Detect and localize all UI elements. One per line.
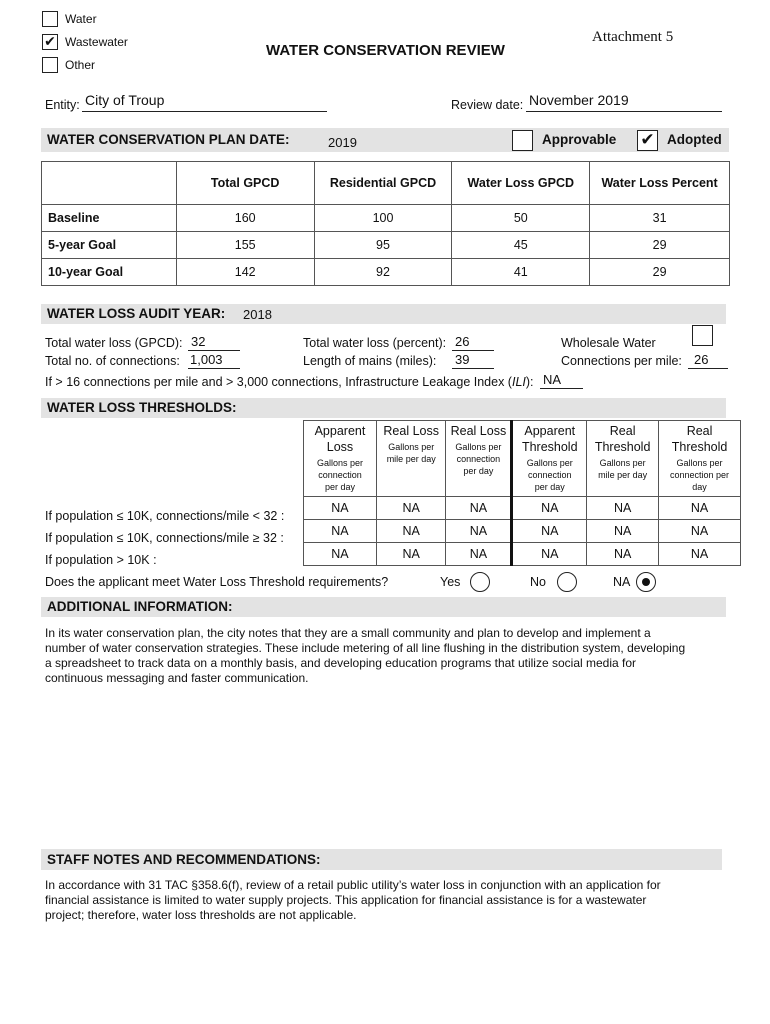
ili-label-pre: If > 16 connections per mile and > 3,000 connections, Infrastructure Leakage Index ( [45,375,512,389]
threshold-row-label: If population ≤ 10K, connections/mile ≥ 32 : [45,531,284,545]
table-cell[interactable]: 29 [590,232,730,259]
additional-info-text [45,626,685,686]
text-line: project; therefore, water loss thresholds are not applicable. [45,908,357,922]
gpcd-header-row [42,162,730,205]
review-date-value: November 2019 [529,92,629,108]
table-row [304,520,741,543]
connections-field[interactable] [188,353,240,369]
table-cell[interactable]: 31 [590,205,730,232]
col-title: Real Loss [383,424,439,438]
radio-dot-icon [642,578,650,586]
text-line: continuous messaging and faster communication. [45,671,309,685]
staff-notes-bar [41,849,722,870]
attachment-label: Attachment 5 [592,29,674,45]
additional-info-label: ADDITIONAL INFORMATION: [47,599,233,614]
gpcd-header-cell: Total GPCD [176,162,314,205]
text-line: number of water conservation strategies. These include metering of all line flushing in the distribution system, developing [45,641,686,655]
col-subtitle: Gallons per mile per day [386,442,436,464]
col-title: Real Threshold [671,424,728,454]
table-row [42,232,730,259]
other-checkbox[interactable] [42,57,58,73]
plan-date-label: WATER CONSERVATION PLAN DATE: [47,132,290,147]
row-label: Baseline [42,205,177,232]
ili-value: NA [543,372,562,387]
table-cell[interactable]: NA [304,520,377,543]
total-loss-pct-label: Total water loss (percent): [303,336,447,350]
gpcd-header-cell: Water Loss Percent [590,162,730,205]
table-cell[interactable]: NA [659,497,741,520]
table-cell[interactable]: NA [512,497,587,520]
total-loss-pct-value: 26 [455,334,470,349]
threshold-col-header [587,421,659,497]
conn-per-mile-value: 26 [694,352,709,367]
adopted-checkbox[interactable] [637,130,658,151]
wholesale-label: Wholesale Water [561,336,656,350]
thresholds-bar [41,398,726,418]
table-cell[interactable]: 29 [590,259,730,286]
table-cell[interactable]: 100 [314,205,452,232]
mains-value: 39 [455,352,470,367]
connections-label: Total no. of connections: [45,354,180,368]
na-label: NA [613,575,631,589]
col-subtitle: Gallons per mile per day [598,458,648,480]
table-cell[interactable]: 95 [314,232,452,259]
staff-notes-text [45,878,661,923]
audit-year-value: 2018 [243,307,272,322]
staff-notes-label: STAFF NOTES AND RECOMMENDATIONS: [47,852,321,867]
threshold-row-label: If population > 10K : [45,553,157,567]
conn-per-mile-field[interactable] [688,353,728,369]
table-row [42,259,730,286]
review-date-field[interactable] [526,91,722,112]
text-line: a spreadsheet to track data on a monthly basis, and developing education programs that utilize social media for [45,656,637,670]
table-cell[interactable]: NA [659,543,741,566]
col-subtitle: Gallons per connection per day [455,442,502,476]
threshold-question: Does the applicant meet Water Loss Threshold requirements? [45,575,389,589]
mains-field[interactable] [452,353,494,369]
entity-label: Entity: [45,98,80,112]
table-cell[interactable]: NA [512,520,587,543]
table-cell[interactable]: NA [587,520,659,543]
row-label: 5-year Goal [42,232,177,259]
text-line: In accordance with 31 TAC §358.6(f), review of a retail public utility’s water loss in conjunction with an application for [45,878,661,892]
table-cell[interactable]: NA [446,497,512,520]
table-cell[interactable]: NA [659,520,741,543]
table-row [304,543,741,566]
wastewater-label: Wastewater [65,35,128,49]
adopted-label: Adopted [667,132,722,147]
threshold-col-header [512,421,587,497]
audit-year-label: WATER LOSS AUDIT YEAR: [47,306,226,321]
total-loss-gpcd-field[interactable] [188,335,240,351]
wholesale-checkbox[interactable] [692,325,713,346]
gpcd-header-cell: Water Loss GPCD [452,162,590,205]
water-label: Water [65,12,97,26]
col-subtitle: Gallons per connection per day [316,458,363,492]
text-line: In its water conservation plan, the city notes that they are a small community and plan to develop and implement a [45,626,651,640]
table-cell[interactable]: 160 [176,205,314,232]
table-cell[interactable]: 92 [314,259,452,286]
mains-label: Length of mains (miles): [303,354,437,368]
table-cell[interactable]: 41 [452,259,590,286]
review-date-label: Review date: [451,98,524,112]
total-loss-pct-field[interactable] [452,335,494,351]
approvable-checkbox[interactable] [512,130,533,151]
gpcd-header-cell [42,162,177,205]
other-label: Other [65,58,96,72]
threshold-col-header [446,421,512,497]
table-cell[interactable]: NA [587,543,659,566]
threshold-col-header [304,421,377,497]
checkmark-icon: ✔ [640,130,655,150]
approvable-label: Approvable [542,132,617,147]
yes-label: Yes [440,575,461,589]
gpcd-table [41,161,730,286]
table-cell[interactable]: NA [304,543,377,566]
row-label: 10-year Goal [42,259,177,286]
threshold-col-header [376,421,446,497]
table-cell[interactable]: 50 [452,205,590,232]
yes-radio[interactable] [470,572,490,592]
threshold-row-label: If population ≤ 10K, connections/mile < 32 : [45,509,285,523]
thresholds-header-row [304,421,741,497]
table-cell[interactable]: NA [376,543,446,566]
col-subtitle: Gallons per connection per day [526,458,573,492]
table-cell[interactable]: 155 [176,232,314,259]
page-title: WATER CONSERVATION REVIEW [266,42,505,59]
total-loss-gpcd-value: 32 [191,334,206,349]
no-radio[interactable] [557,572,577,592]
col-title: Apparent Threshold [521,424,578,454]
wastewater-checkbox[interactable] [42,34,58,50]
threshold-col-header [659,421,741,497]
plan-date-bar [41,128,729,152]
audit-year-bar [41,304,726,324]
entity-value: City of Troup [85,92,165,108]
gpcd-header-cell: Residential GPCD [314,162,452,205]
ili-field[interactable] [540,373,583,389]
col-title: Real Loss [450,424,507,438]
table-cell[interactable]: 45 [452,232,590,259]
na-radio[interactable] [636,572,656,592]
col-title: Apparent Loss [314,424,366,454]
col-title: Real Threshold [594,424,651,454]
ili-label-post: ): [525,375,534,389]
table-cell[interactable]: NA [446,543,512,566]
water-checkbox[interactable] [42,11,58,27]
table-cell[interactable]: 142 [176,259,314,286]
table-cell[interactable]: NA [304,497,377,520]
table-cell[interactable]: NA [376,520,446,543]
checkmark-icon: ✔ [44,34,56,50]
thresholds-label: WATER LOSS THRESHOLDS: [47,400,237,415]
table-row [42,205,730,232]
table-cell[interactable]: NA [376,497,446,520]
no-label: No [530,575,546,589]
table-row [304,497,741,520]
thresholds-table [303,420,741,566]
total-loss-gpcd-label: Total water loss (GPCD): [45,336,183,350]
ili-label [45,375,534,389]
ili-label-abbr: ILI [511,375,526,389]
plan-date-value: 2019 [328,135,357,150]
connections-value: 1,003 [190,352,223,367]
conn-per-mile-label: Connections per mile: [561,354,682,368]
text-line: financial assistance is limited to water supply projects. This application for financial assistance is for a wastewater [45,893,647,907]
table-cell[interactable]: NA [512,543,587,566]
table-cell[interactable]: NA [446,520,512,543]
entity-field[interactable] [82,91,327,112]
col-subtitle: Gallons per connection per day [670,458,730,492]
table-cell[interactable]: NA [587,497,659,520]
additional-info-bar [41,597,726,617]
